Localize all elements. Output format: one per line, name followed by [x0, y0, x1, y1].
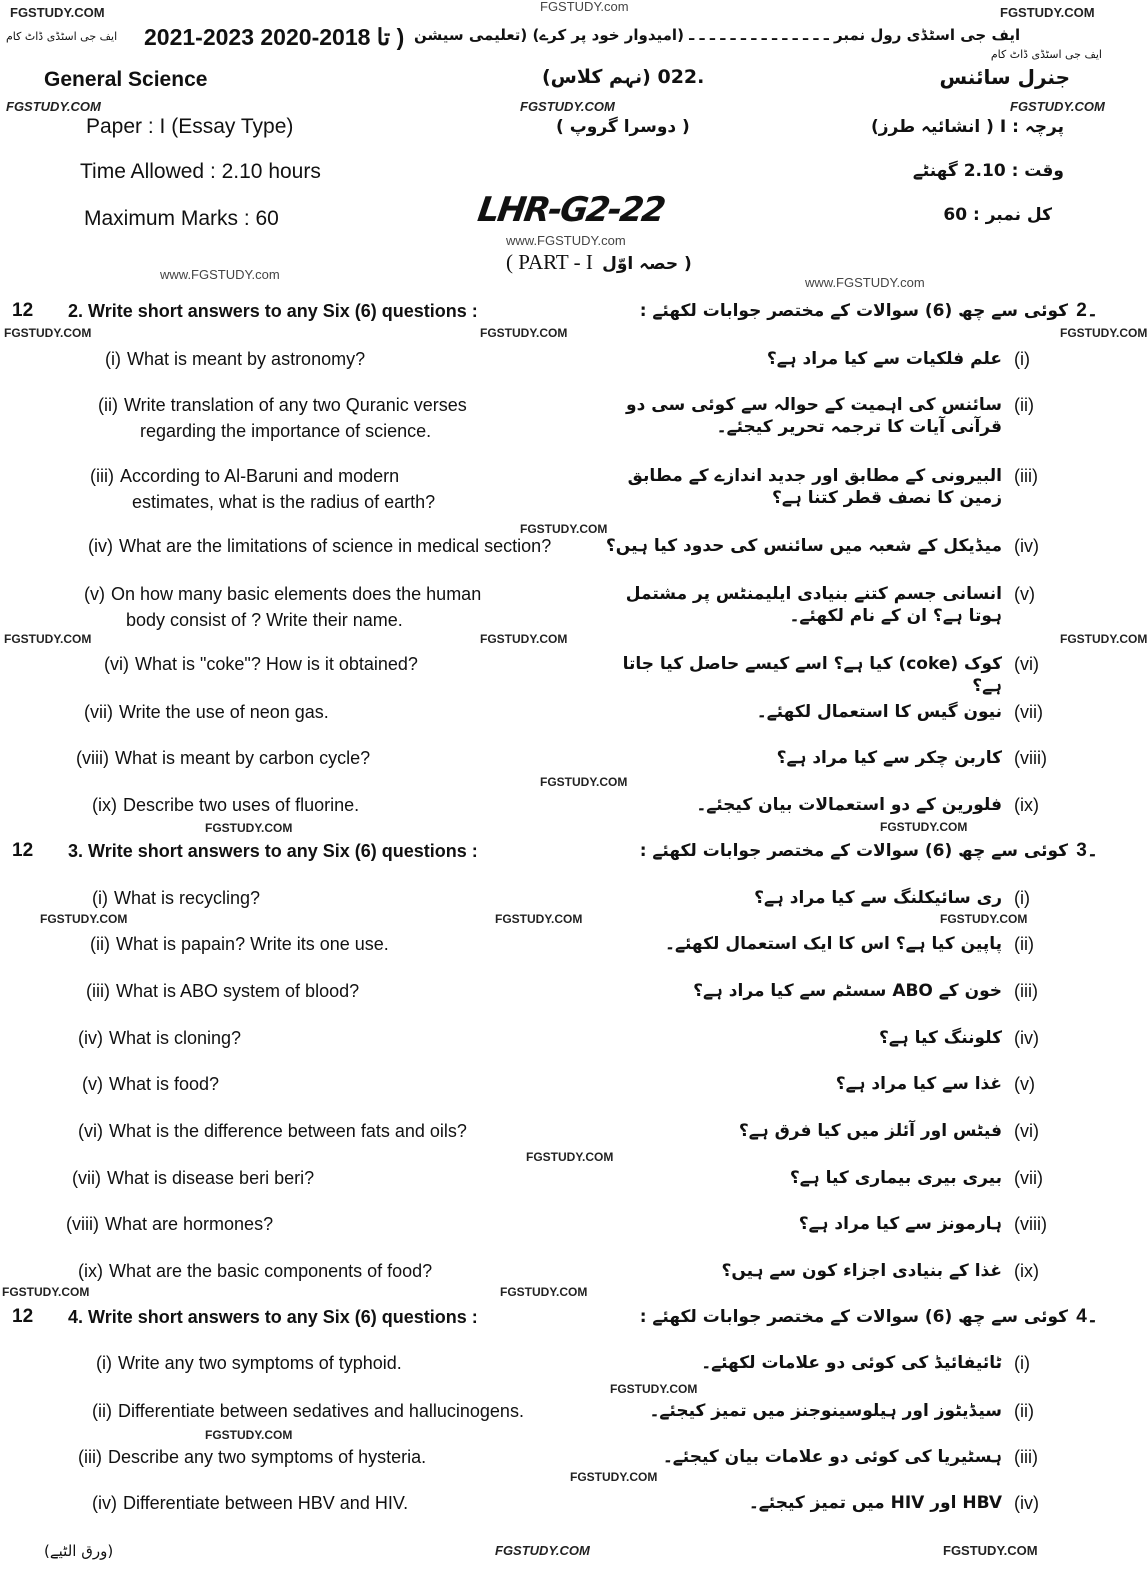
- part-roman-ur: (iv): [1014, 1493, 1039, 1513]
- question-part-ur: کلوننگ کیا ہے؟: [878, 1028, 1002, 1048]
- watermark: FGSTUDY.com: [540, 0, 629, 14]
- question-part-en: [105, 348, 365, 370]
- question-part-ur: انسانی جسم کتنے بنیادی ایلیمنٹس پر مشتمل ہوتا ہے؟ ان کے نام لکھئے۔: [625, 584, 1002, 626]
- question-part-en: [66, 1213, 273, 1235]
- part-roman: (i): [105, 349, 121, 369]
- watermark: FGSTUDY.COM: [6, 99, 101, 114]
- part-roman: (iii): [78, 1447, 102, 1467]
- part-text: Differentiate between HBV and HIV.: [123, 1493, 409, 1513]
- question-part-en: [104, 653, 418, 675]
- question-part-ur: بیری بیری بیماری کیا ہے؟: [789, 1168, 1002, 1188]
- question-part-ur: خون کے ABO سسٹم سے کیا مراد ہے؟: [693, 981, 1002, 1001]
- question-part-ur: سیڈیٹوز اور ہیلوسینوجنز میں تمیز کیجئے۔: [649, 1401, 1002, 1421]
- part-roman-ur: (ii): [1014, 934, 1034, 954]
- part-roman: (i): [96, 1353, 112, 1373]
- question-heading-ur: کوئی سے چھ (6) سوالات کے مختصر جوابات لکھئے :: [639, 301, 1068, 321]
- question-part-en: [72, 1167, 314, 1189]
- part-label-en: ( PART - I: [506, 250, 593, 274]
- question-marks: 12: [12, 840, 34, 861]
- watermark: FGSTUDY.COM: [205, 821, 293, 835]
- question-number: 2.: [68, 301, 84, 321]
- question-heading-text: Write short answers to any Six (6) questions :: [88, 841, 478, 861]
- part-roman-ur: (iv): [1014, 536, 1039, 556]
- question-part-en: [76, 747, 370, 769]
- part-text: What is disease beri beri?: [107, 1168, 315, 1188]
- subject-title-en: General Science: [44, 68, 208, 91]
- watermark: FGSTUDY.COM: [500, 1285, 588, 1299]
- turn-over-note: (ورق الٹیے): [44, 1542, 114, 1560]
- question-part-en: [86, 980, 359, 1002]
- question-heading-text: Write short answers to any Six (6) questions :: [88, 1307, 478, 1327]
- question-part-ur: میڈیکل کے شعبہ میں سائنس کی حدود کیا ہیں؟: [605, 536, 1002, 556]
- part-roman: (viii): [66, 1214, 99, 1234]
- watermark: FGSTUDY.COM: [1000, 5, 1095, 20]
- footer-watermark: FGSTUDY.COM: [495, 1543, 590, 1558]
- question-part-en: [92, 1400, 524, 1422]
- group-label-ur: ( دوسرا گروپ ): [556, 117, 690, 137]
- question-heading-en: [68, 840, 478, 862]
- part-roman: (vi): [104, 654, 129, 674]
- question-part-ur: ری سائیکلنگ سے کیا مراد ہے؟: [754, 888, 1002, 908]
- part-roman: (v): [84, 584, 105, 604]
- part-roman: (iii): [86, 981, 110, 1001]
- footer-watermark: FGSTUDY.COM: [943, 1543, 1038, 1558]
- part-text: What is recycling?: [114, 888, 261, 908]
- question-part-en: [82, 1073, 219, 1095]
- watermark: www.FGSTUDY.com: [506, 233, 626, 248]
- question-part-ur: ہسٹیریا کی کوئی دو علامات بیان کیجئے۔: [662, 1447, 1002, 1467]
- part-text: What is food?: [109, 1074, 220, 1094]
- question-part-ur: فیٹس اور آئلز میں کیا فرق ہے؟: [738, 1121, 1002, 1141]
- question-part-ur: ہارمونز سے کیا مراد ہے؟: [798, 1214, 1002, 1234]
- question-marks: 12: [12, 300, 34, 321]
- question-part-en: [92, 1492, 408, 1514]
- handwritten-paper-code: LHR-G2-22: [475, 190, 667, 230]
- watermark: FGSTUDY.COM: [1060, 632, 1147, 646]
- part-text: Write the use of neon gas.: [119, 702, 329, 722]
- part-roman-ur: (ix): [1014, 795, 1039, 815]
- part-text: Differentiate between sedatives and hallucinogens.: [118, 1401, 524, 1421]
- watermark: FGSTUDY.COM: [880, 820, 968, 834]
- part-text: What is the difference between fats and oils?: [109, 1121, 467, 1141]
- question-part-ur: ٹائیفائیڈ کی کوئی دو علامات لکھئے۔: [701, 1353, 1002, 1373]
- part-label: [506, 250, 692, 275]
- roll-number-line: ایف جی اسٹڈی رول نمبر ـ ـ ـ ـ ـ ـ ـ ـ ـ ـ ـ ـ ـ ـ (امیدوار خود پر کرے) (تعلیمی سیشن: [414, 26, 1021, 44]
- watermark: FGSTUDY.COM: [940, 912, 1028, 926]
- question-part-en: [90, 933, 389, 955]
- question-heading-text: Write short answers to any Six (6) questions :: [88, 301, 478, 321]
- watermark: FGSTUDY.COM: [610, 1382, 698, 1396]
- question-part-ur: نیون گیس کا استعمال لکھئے۔: [756, 702, 1002, 722]
- part-text: What is ABO system of blood?: [116, 981, 360, 1001]
- class-code: .022 (نہم کلاس): [542, 66, 705, 88]
- part-roman-ur: (viii): [1014, 1214, 1047, 1234]
- part-roman-ur: (v): [1014, 1074, 1035, 1094]
- watermark: FGSTUDY.COM: [526, 1150, 614, 1164]
- part-roman: (ii): [98, 395, 118, 415]
- watermark: FGSTUDY.COM: [495, 912, 583, 926]
- question-part-ur: HBV اور HIV میں تمیز کیجئے۔: [748, 1493, 1002, 1513]
- watermark: FGSTUDY.COM: [1060, 326, 1147, 340]
- part-roman-ur: (iii): [1014, 466, 1038, 486]
- part-roman-ur: (ii): [1014, 1401, 1034, 1421]
- part-text: What is meant by carbon cycle?: [115, 748, 371, 768]
- part-text: Describe any two symptoms of hysteria.: [108, 1447, 427, 1467]
- part-roman-ur: (vii): [1014, 1168, 1043, 1188]
- question-part-ur: سائنس کی اہمیت کے حوالہ سے کوئی سی دو قرآنی آیات کا ترجمہ تحریر کیجئے۔: [626, 395, 1002, 437]
- question-part-en: [92, 887, 260, 909]
- watermark: FGSTUDY.COM: [40, 912, 128, 926]
- part-roman-ur: (iii): [1014, 1447, 1038, 1467]
- question-part-en: [90, 465, 399, 487]
- part-roman: (v): [82, 1074, 103, 1094]
- question-part-en: [96, 1352, 402, 1374]
- watermark: FGSTUDY.COM: [10, 5, 105, 20]
- question-marks: 12: [12, 1306, 34, 1327]
- part-text: What is meant by astronomy?: [127, 349, 366, 369]
- part-text: What are the basic components of food?: [109, 1261, 433, 1281]
- watermark: FGSTUDY.COM: [570, 1470, 658, 1484]
- question-part-en-continued: estimates, what is the radius of earth?: [132, 492, 436, 512]
- question-heading-ur: کوئی سے چھ (6) سوالات کے مختصر جوابات لکھئے :: [639, 1307, 1068, 1327]
- watermark-urdu: ایف جی اسٹڈی ڈاٹ کام: [990, 48, 1102, 61]
- question-part-ur: پاپین کیا ہے؟ اس کا ایک استعمال لکھئے۔: [665, 934, 1002, 954]
- watermark: FGSTUDY.COM: [520, 99, 615, 114]
- part-text: What is papain? Write its one use.: [116, 934, 389, 954]
- part-text: What is "coke"? How is it obtained?: [135, 654, 418, 674]
- question-part-ur: البیرونی کے مطابق اور جدید اندازے کے مطابق زمین کا نصف قطر کتنا ہے؟: [627, 466, 1002, 508]
- part-text: Write any two symptoms of typhoid.: [118, 1353, 402, 1373]
- part-text: What is cloning?: [109, 1028, 242, 1048]
- watermark: FGSTUDY.COM: [520, 522, 608, 536]
- question-number-ur: 4۔: [1076, 1306, 1098, 1327]
- watermark: FGSTUDY.COM: [4, 326, 92, 340]
- part-roman: (vii): [84, 702, 113, 722]
- time-allowed-en: Time Allowed : 2.10 hours: [80, 160, 321, 183]
- watermark: www.FGSTUDY.com: [805, 275, 925, 290]
- question-part-en: [78, 1260, 432, 1282]
- part-roman-ur: (ii): [1014, 395, 1034, 415]
- question-heading-en: [68, 300, 478, 322]
- question-part-ur: علم فلکیات سے کیا مراد ہے؟: [766, 349, 1002, 369]
- part-roman: (iv): [78, 1028, 103, 1048]
- question-part-en: [88, 535, 551, 557]
- watermark: FGSTUDY.COM: [205, 1428, 293, 1442]
- watermark: FGSTUDY.COM: [540, 775, 628, 789]
- question-part-en: [78, 1120, 467, 1142]
- question-part-ur: غذا کے بنیادی اجزاء کون سے ہیں؟: [721, 1261, 1002, 1281]
- watermark: www.FGSTUDY.com: [160, 267, 280, 282]
- question-part-en: [92, 794, 359, 816]
- question-part-ur: فلورین کے دو استعمالات بیان کیجئے۔: [696, 795, 1002, 815]
- watermark: FGSTUDY.COM: [2, 1285, 90, 1299]
- question-part-en: [98, 394, 467, 416]
- question-number: 3.: [68, 841, 84, 861]
- part-text: Describe two uses of fluorine.: [123, 795, 360, 815]
- part-roman: (iii): [90, 466, 114, 486]
- part-text: What are hormones?: [105, 1214, 274, 1234]
- watermark: FGSTUDY.COM: [480, 632, 568, 646]
- part-roman-ur: (vi): [1014, 654, 1039, 674]
- part-roman-ur: (iv): [1014, 1028, 1039, 1048]
- watermark: FGSTUDY.COM: [4, 632, 92, 646]
- part-roman-ur: (i): [1014, 888, 1030, 908]
- question-part-ur: کوک (coke) کیا ہے؟ اسے کیسے حاصل کیا جاتا ہے؟: [622, 654, 1002, 696]
- part-roman: (ii): [92, 1401, 112, 1421]
- part-roman-ur: (v): [1014, 584, 1035, 604]
- part-roman-ur: (ix): [1014, 1261, 1039, 1281]
- question-part-en: [84, 583, 481, 605]
- part-roman: (ix): [78, 1261, 103, 1281]
- max-marks-en: Maximum Marks : 60: [84, 207, 279, 230]
- part-roman: (i): [92, 888, 108, 908]
- question-heading-en: [68, 1306, 478, 1328]
- part-roman-ur: (viii): [1014, 748, 1047, 768]
- part-roman: (vii): [72, 1168, 101, 1188]
- question-heading-ur: کوئی سے چھ (6) سوالات کے مختصر جوابات لکھئے :: [639, 841, 1068, 861]
- question-number-ur: 2۔: [1076, 300, 1098, 321]
- part-label-ur: حصہ اوّل ): [602, 254, 692, 274]
- question-part-en-continued: body consist of ? Write their name.: [126, 610, 403, 630]
- max-marks-ur: کل نمبر : 60: [943, 205, 1052, 225]
- question-part-ur: غذا سے کیا مراد ہے؟: [835, 1074, 1002, 1094]
- paper-label-ur: پرچہ : I ( انشائیہ طرز): [871, 117, 1064, 137]
- watermark: FGSTUDY.COM: [480, 326, 568, 340]
- part-roman: (ii): [90, 934, 110, 954]
- subject-title-ur: جنرل سائنس: [939, 65, 1070, 89]
- part-text: According to Al-Baruni and modern: [120, 466, 400, 486]
- time-allowed-ur: وقت : 2.10 گھنٹے: [912, 161, 1064, 181]
- part-roman: (vi): [78, 1121, 103, 1141]
- question-part-en-continued: regarding the importance of science.: [140, 421, 432, 441]
- paper-label-en: Paper : I (Essay Type): [86, 115, 294, 138]
- part-roman: (iv): [92, 1493, 117, 1513]
- part-roman-ur: (vii): [1014, 702, 1043, 722]
- part-roman-ur: (i): [1014, 349, 1030, 369]
- part-roman-ur: (iii): [1014, 981, 1038, 1001]
- session-years: 2021-2023 تا 2018-2020 ): [144, 24, 405, 50]
- part-roman: (iv): [88, 536, 113, 556]
- question-part-en: [78, 1027, 241, 1049]
- part-roman: (viii): [76, 748, 109, 768]
- part-text: Write translation of any two Quranic verses: [124, 395, 467, 415]
- part-text: On how many basic elements does the human: [111, 584, 482, 604]
- watermark-urdu: ایف جی اسٹڈی ڈاٹ کام: [6, 30, 118, 43]
- part-roman: (ix): [92, 795, 117, 815]
- part-text: What are the limitations of science in medical section?: [119, 536, 552, 556]
- question-part-en: [84, 701, 329, 723]
- part-roman-ur: (vi): [1014, 1121, 1039, 1141]
- question-part-ur: کاربن چکر سے کیا مراد ہے؟: [776, 748, 1002, 768]
- question-number: 4.: [68, 1307, 84, 1327]
- watermark: FGSTUDY.COM: [1010, 99, 1105, 114]
- part-roman-ur: (i): [1014, 1353, 1030, 1373]
- question-number-ur: 3۔: [1076, 840, 1098, 861]
- question-part-en: [78, 1446, 426, 1468]
